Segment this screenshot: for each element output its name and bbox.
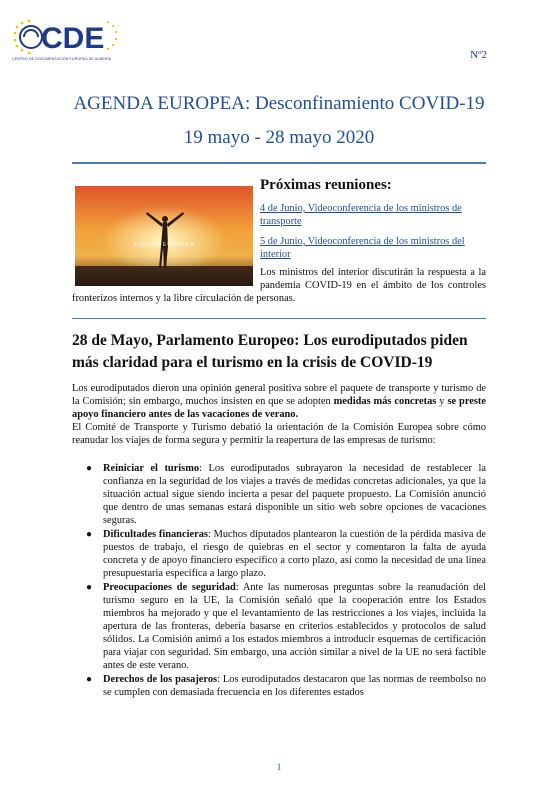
list-item: ● Reiniciar el turismo: Los eurodiputados subrayaron la necesidad de restablecer la confianza en la seguridad de los viajes a través de medidas concretas adicionales, ya que la situación actual sigue siendo incierta a pesar del paquete propuesto. La Comisión anunció que dentro de unas semanas estará disponible un sitio web sobre opciones de vacaciones seguras. bbox=[86, 463, 486, 526]
section-divider bbox=[72, 318, 486, 319]
article-heading: 28 de Mayo, Parlamento Europeo: Los eurodiputados piden más claridad para el turismo en la crisis de COVID-19 bbox=[72, 332, 468, 371]
upcoming-description: Los ministros del interior discutirán la respuesta a la pandemia COVID-19 en el ámbito de los controles fronterizos internos y la libre circulación de personas. bbox=[72, 267, 486, 304]
logo-text: CDE bbox=[41, 22, 105, 55]
article-paragraph-1: Los eurodiputados dieron una opinión general positiva sobre el paquete de transporte y turismo de la Comisión; sin embargo, muchos insisten en que se adopten medidas más concretas y se preste apoyo financiero antes de las vacaciones de verano. bbox=[72, 383, 486, 420]
list-item: ● Dificultades financieras: Muchos diputados plantearon la cuestión de la pérdida masiva de puestos de trabajo, el riesgo de quiebras en el sector y comentaron la falta de ayuda concreta y de apoyo financiero específico a corto plazo, así como la necesidad de una línea presupuestaria específica a largo plazo. bbox=[86, 529, 486, 579]
meeting-link-transport[interactable]: 4 de Junio, Videoconferencia de los ministros de transporte bbox=[260, 203, 462, 227]
article-paragraph-2: El Comité de Transporte y Turismo debatió la orientación de la Comisión Europea sobre cómo reanudar los viajes de forma segura y permitir la reapertura de las empresas de turismo: bbox=[72, 422, 486, 446]
page-title: AGENDA EUROPEA: Desconfinamiento COVID-19 bbox=[73, 93, 485, 114]
issue-number: Nº2 bbox=[470, 49, 487, 61]
meeting-link-interior[interactable]: 5 de Junio, Videoconferencia de los ministros del interior bbox=[260, 236, 465, 260]
topic-list bbox=[72, 462, 486, 700]
photo-caption: AGENDA EUROPEA bbox=[133, 242, 195, 248]
title-divider bbox=[72, 162, 486, 164]
page-number: 1 bbox=[276, 762, 282, 772]
date-range: 19 mayo - 28 mayo 2020 bbox=[183, 127, 375, 148]
list-item: ● Preocupaciones de seguridad: Ante las numerosas preguntas sobre la reanudación del turismo seguro en la UE, la Comisión señaló que la cooperación entre los Estados miembros ha mejorado y que el levantamiento de las restricciones a los viajes, incluida la apertura de las fronteras, debería basarse en criterios establecidos y protocolos de salud sólidos. La Comisión animó a los estados miembros a introducir esquemas de certificación para viajar con seguridad. Sin embargo, una acción similar a nivel de la UE no será factible antes de este verano. bbox=[86, 582, 487, 671]
list-item: ● Derechos de los pasajeros: Los eurodiputados destacaron que las normas de reembolso no se cumplen con demasiada frecuencia en los diferentes estados bbox=[86, 674, 486, 698]
logo-subtitle: CENTRO DE DOCUMENTACIÓN EUROPEA DE ALMERÍA bbox=[12, 57, 112, 61]
upcoming-heading: Próximas reuniones: bbox=[260, 177, 392, 193]
